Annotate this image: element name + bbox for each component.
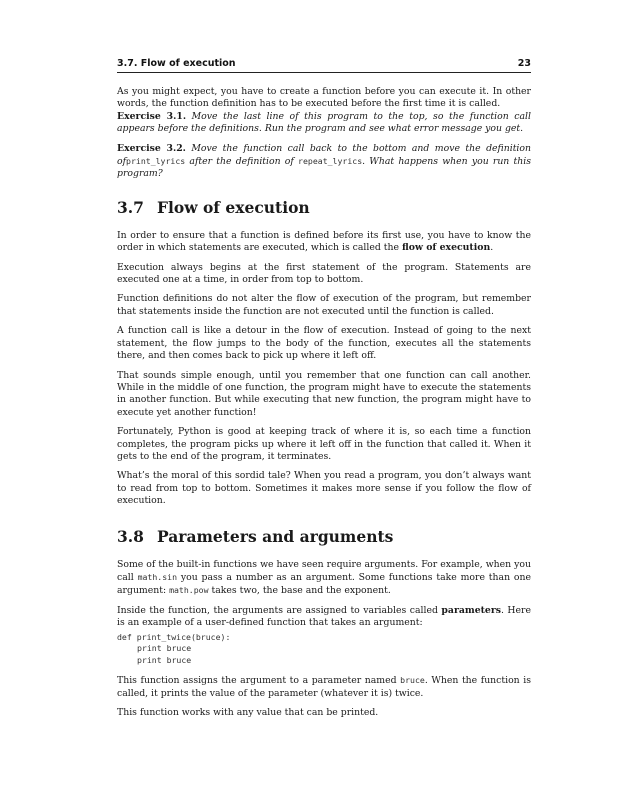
- section-title: Parameters and arguments: [157, 526, 394, 546]
- section-number: 3.7: [117, 197, 144, 217]
- section-heading-3-7: [117, 199, 531, 217]
- section-number: 3.8: [117, 526, 144, 546]
- inline-code: math.sin: [137, 571, 177, 582]
- code-line: print bruce: [137, 643, 192, 654]
- exercise-label: Exercise 3.1.: [117, 110, 187, 122]
- exercise-3-2: [117, 143, 531, 181]
- paragraph: Fortunately, Python is good at keeping track of where it is, so each time a function completes, the program picks up where it left off in the function that called it. When it gets to the end of the program, it terminates.: [117, 426, 531, 462]
- paragraph-text: Inside the function, the arguments are assigned to variables called: [117, 604, 438, 616]
- paragraph: Execution always begins at the first statement of the program. Statements are executed one at a time, in order from top to bottom.: [117, 261, 531, 286]
- code-block: [117, 632, 531, 667]
- page-body: [117, 86, 531, 726]
- inline-code: print_lyrics: [126, 156, 186, 167]
- header-section-title: 3.7. Flow of execution: [117, 58, 236, 69]
- paragraph-text: . When the function is called, it prints the value of the parameter (whatever it is) twice.: [117, 675, 531, 699]
- paragraph: [117, 605, 531, 630]
- paragraph: [117, 559, 531, 598]
- code-line: def print_twice(bruce):: [117, 631, 231, 642]
- paragraph: A function call is like a detour in the flow of execution. Instead of going to the next statement, the flow jumps to the body of the function, executes all the statements there, and then comes back to pick up where it left off.: [117, 325, 531, 362]
- exercise-text-before: Move the function call back to the bottom and move the definition of: [117, 142, 531, 168]
- paragraph-text: . Here is an example of a user-defined function that takes an argument:: [117, 604, 531, 629]
- section-heading-3-8: [117, 528, 531, 546]
- defined-term: parameters: [441, 604, 501, 616]
- inline-code: repeat_lyrics: [298, 156, 363, 167]
- paragraph-text: Some of the built-in functions we have seen require arguments. For example, when you call: [117, 558, 531, 583]
- paragraph: [117, 230, 531, 255]
- paragraph-text: In order to ensure that a function is defined before its first use, you have to know the order in which statements are executed, which is called the: [117, 229, 531, 254]
- paragraph: [117, 674, 531, 700]
- paragraph-text: This function assigns the argument to a parameter named: [117, 675, 397, 687]
- paragraph: What’s the moral of this sordid tale? When you read a program, you don’t always want to read from top to bottom. Sometimes it makes more sense if you follow the flow of execution.: [117, 470, 531, 507]
- exercise-text-after: . What happens when you run this program?: [117, 156, 531, 180]
- exercise-label: Exercise 3.2.: [117, 142, 186, 154]
- exercise-text-middle: after the definition of: [189, 156, 294, 168]
- paragraph-text: you pass a number as an argument. Some functions take more than one argument:: [117, 571, 531, 597]
- intro-paragraph: As you might expect, you have to create a function before you can execute it. In other words, the function definition has to be executed before the first time it is called.: [117, 86, 531, 110]
- paragraph: That sounds simple enough, until you remember that one function can call another. While in the middle of one function, the program might have to execute the statements in another function. But while executing that new function, the program might have to execute yet another function!: [117, 369, 531, 418]
- paragraph-text: .: [490, 242, 494, 254]
- paragraph: Function definitions do not alter the flow of execution of the program, but remember that statements inside the function are not executed until the function is called.: [117, 293, 531, 317]
- paragraph-text: takes two, the base and the exponent.: [211, 585, 391, 597]
- header-rule: [117, 72, 531, 73]
- exercise-3-1: [117, 111, 531, 136]
- inline-code: bruce: [400, 675, 425, 686]
- section-title: Flow of execution: [157, 197, 310, 217]
- paragraph: This function works with any value that can be printed.: [117, 706, 379, 718]
- header-page-number: 23: [517, 58, 531, 69]
- exercise-text: Move the last line of this program to the top, so the function call appears before the definitions. Run the program and see what error message you get.: [117, 110, 531, 135]
- code-line: print bruce: [137, 654, 192, 665]
- inline-code: math.pow: [169, 585, 209, 596]
- defined-term: flow of execution: [402, 242, 491, 254]
